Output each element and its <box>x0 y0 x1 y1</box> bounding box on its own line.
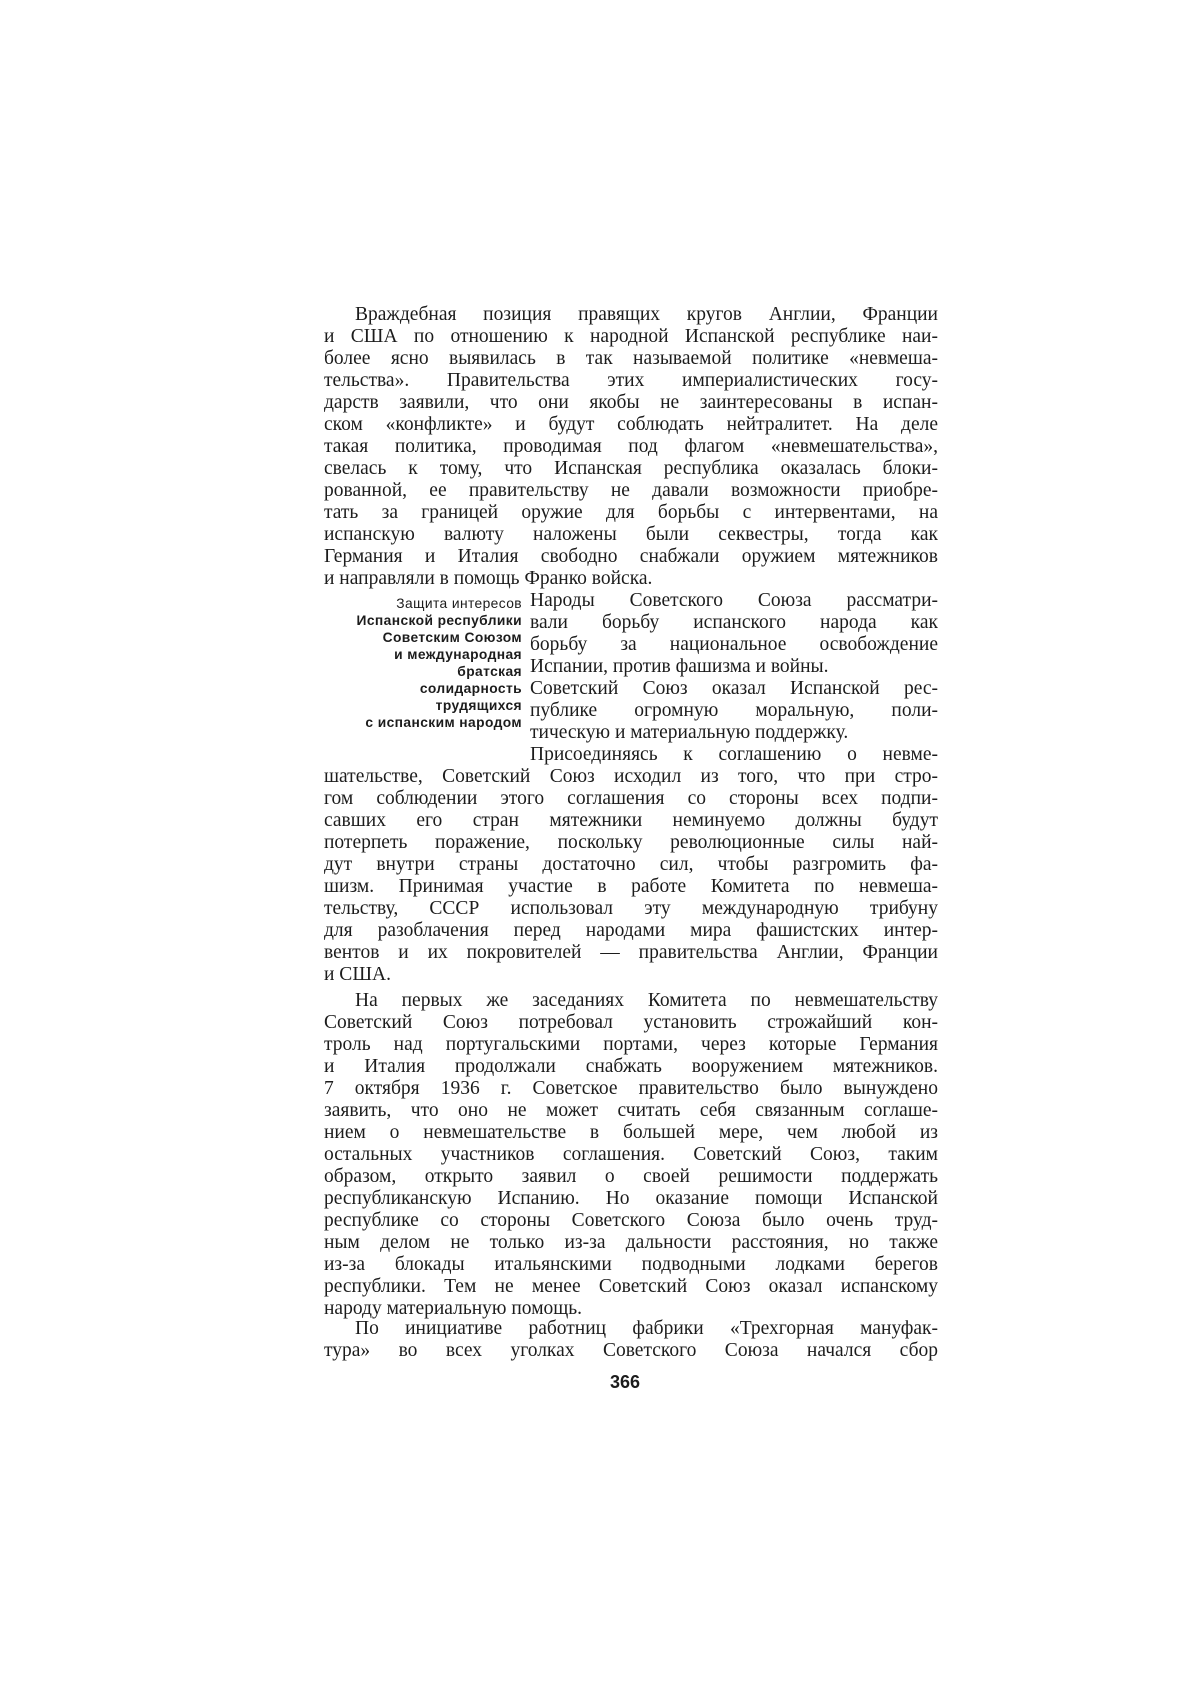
text-line: тическую и материальную поддержку. <box>530 722 849 743</box>
text-line: тать за границей оружие для борьбы с интервентами, на <box>324 502 938 523</box>
text-line: тельства». Правительства этих империалистических госу- <box>324 370 938 391</box>
text-line: 7 октября 1936 г. Советское правительство было вынуждено <box>324 1078 938 1099</box>
page-number: 366 <box>609 1372 641 1392</box>
text-line: шательстве, Советский Союз исходил из того, что при стро- <box>324 766 938 787</box>
text-line: публике огромную моральную, поли- <box>530 700 938 721</box>
margin-note-line: Советским Союзом <box>382 630 522 645</box>
text-line: Германия и Италия свободно снабжали оружием мятежников <box>324 546 938 567</box>
text-line: Советский Союз оказал Испанской рес- <box>530 678 938 699</box>
text-line: троль над португальскими портами, через которые Германия <box>324 1034 938 1055</box>
text-line: дут внутри страны достаточно сил, чтобы разгромить фа- <box>324 854 938 875</box>
text-line: испанскую валюту наложены были секвестры, тогда как <box>324 524 938 545</box>
text-line: Испании, против фашизма и войны. <box>530 656 829 677</box>
margin-note-line: Испанской республики <box>356 613 522 628</box>
text-line: вентов и их покровителей — правительства Англии, Франции <box>324 942 938 963</box>
text-line: и направляли в помощь Франко войска. <box>324 568 653 589</box>
text-line: тура» во всех уголках Советского Союза начался сбор <box>324 1340 938 1361</box>
text-line: ском «конфликте» и будут соблюдать нейтралитет. На деле <box>324 414 938 435</box>
text-line: дарств заявили, что они якобы не заинтересованы в испан- <box>324 392 938 413</box>
text-line: борьбу за национальное освобождение <box>530 634 938 655</box>
text-line: остальных участников соглашения. Советский Союз, таким <box>324 1144 938 1165</box>
text-line: Народы Советского Союза рассматри- <box>530 590 938 611</box>
text-line: Враждебная позиция правящих кругов Англии, Франции <box>355 304 938 325</box>
text-line: свелась к тому, что Испанская республика оказалась блоки- <box>324 458 938 479</box>
text-line: потерпеть поражение, поскольку революционные силы най- <box>324 832 938 853</box>
text-line: республике со стороны Советского Союза было очень труд- <box>324 1210 938 1231</box>
text-line: республики. Тем не менее Советский Союз оказал испанскому <box>324 1276 938 1297</box>
margin-note-line: с испанским народом <box>365 715 522 730</box>
margin-note-line: солидарность <box>419 681 522 696</box>
text-line: гом соблюдении этого соглашения со стороны всех подпи- <box>324 788 938 809</box>
text-line: нием о невмешательстве в большей мере, чем любой из <box>324 1122 938 1143</box>
text-line: тельству, СССР использовал эту международную трибуну <box>324 898 938 919</box>
text-line: савших его стран мятежники неминуемо должны будут <box>324 810 938 831</box>
text-line: По инициативе работниц фабрики «Трехгорная мануфак- <box>355 1318 938 1339</box>
text-line: образом, открыто заявил о своей решимости поддержать <box>324 1166 938 1187</box>
margin-note <box>322 595 522 731</box>
margin-note-line: Защита интересов <box>396 596 522 611</box>
text-line: и Италия продолжали снабжать вооружением мятежников. <box>324 1056 938 1077</box>
text-line: вали борьбу испанского народа как <box>530 612 938 633</box>
margin-note-line: трудящихся <box>435 698 522 713</box>
text-line: и США. <box>324 964 391 985</box>
text-line: и США по отношению к народной Испанской республике наи- <box>324 326 938 347</box>
text-line: республиканскую Испанию. Но оказание помощи Испанской <box>324 1188 938 1209</box>
text-line: такая политика, проводимая под флагом «невмешательства», <box>324 436 938 457</box>
text-line: ным делом не только из-за дальности расстояния, но также <box>324 1232 938 1253</box>
text-line: из-за блокады итальянскими подводными лодками берегов <box>324 1254 938 1275</box>
text-line: народу материальную помощь. <box>324 1298 583 1319</box>
text-line: Советский Союз потребовал установить строжайший кон- <box>324 1012 938 1033</box>
text-line: На первых же заседаниях Комитета по невмешательству <box>355 990 938 1011</box>
text-line: шизм. Принимая участие в работе Комитета по невмеша- <box>324 876 938 897</box>
margin-note-line: братская <box>457 664 522 679</box>
text-line: Присоединяясь к соглашению о невме- <box>530 744 938 765</box>
text-line: рованной, ее правительству не давали возможности приобре- <box>324 480 938 501</box>
text-line: для разоблачения перед народами мира фашистских интер- <box>324 920 938 941</box>
margin-note-line: и международная <box>394 647 522 662</box>
text-line: более ясно выявилась в так называемой политике «невмеша- <box>324 348 938 369</box>
text-line: заявить, что оно не может считать себя связанным соглаше- <box>324 1100 938 1121</box>
